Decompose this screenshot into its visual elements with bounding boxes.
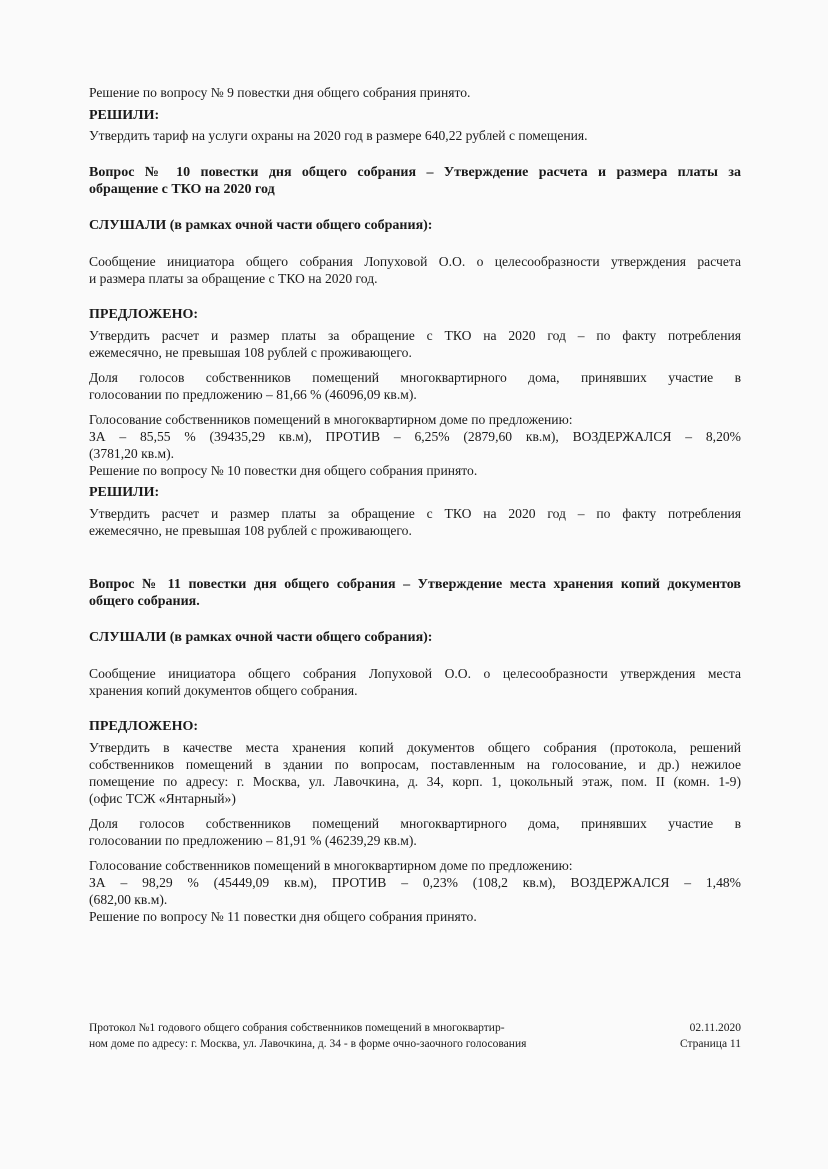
footer-page-info [680,1020,741,1052]
q10-proposed-heading: ПРЕДЛОЖЕНО: [89,307,199,322]
q11-heard-text: Сообщение инициатора общего собрания Лопуховой О.О. о целесообразности утверждения места хранения копий документов общего собрания. [89,666,741,698]
q10-decision-result: Решение по вопросу № 10 повестки дня общего собрания принято. [89,463,478,478]
q9-decision-result: Решение по вопросу № 9 повестки дня общего собрания принято. [89,85,471,100]
q11-decision-result: Решение по вопросу № 11 повестки дня общего собрания принято. [89,909,477,924]
q10-heard-heading: СЛУШАЛИ (в рамках очной части общего собрания): [89,218,433,233]
q10-vote-share: Доля голосов собственников помещений многоквартирного дома, принявших участие в голосовании по предложению – 81,66 % (46096,09 кв.м). [89,370,741,402]
q10-resolved-heading: РЕШИЛИ: [89,485,160,500]
q11-proposed-text: Утвердить в качестве места хранения копий документов общего собрания (протокола, решений собственников помещений в здании по вопросам, поставленным на голосование, и др.) нежилое помещение по адресу: г. Москва, ул. Лавочкина, д. 34, корп. 1, цокольный этаж, пом. II (комн. 1-9) (офис ТСЖ «Янтарный») [89,740,741,806]
document-body [89,84,741,925]
q10-vote-results: Голосование собственников помещений в многоквартирном доме по предложению: ЗА – 85,55 % (39435,29 кв.м), ПРОТИВ – 6,25% (2879,60 кв.м), ВОЗДЕРЖАЛСЯ – 8,20% (3781,20 кв.м). Решение по вопросу № 10 повестки дня общего собрания принято. [89,412,741,478]
q10-title: Вопрос № 10 повестки дня общего собрания – Утверждение расчета и размера платы за обращение с ТКО на 2020 год [89,165,741,197]
footer-protocol-info: Протокол №1 годового общего собрания собственников помещений в многоквартир- ном доме по адресу: г. Москва, ул. Лавочкина, д. 34 - в форме очно-заочного голосования [89,1022,527,1050]
q11-vote-results: Голосование собственников помещений в многоквартирном доме по предложению: ЗА – 98,29 % (45449,09 кв.м), ПРОТИВ – 0,23% (108,2 кв.м), ВОЗДЕРЖАЛСЯ – 1,48% (682,00 кв.м). Решение по вопросу № 11 повестки дня общего собрания принято. [89,858,741,924]
q10-resolved-text: Утвердить расчет и размер платы за обращение с ТКО на 2020 год – по факту потребления ежемесячно, не превышая 108 рублей с проживающего. [89,506,741,538]
q11-proposed-heading: ПРЕДЛОЖЕНО: [89,719,199,734]
q10-heard-text: Сообщение инициатора общего собрания Лопуховой О.О. о целесообразности утверждения расчета и размера платы за обращение с ТКО на 2020 год. [89,254,741,286]
q11-heard-heading: СЛУШАЛИ (в рамках очной части общего собрания): [89,630,433,645]
q10-proposed-text: Утвердить расчет и размер платы за обращение с ТКО на 2020 год – по факту потребления ежемесячно, не превышая 108 рублей с проживающего. [89,328,741,360]
q9-resolved-heading: РЕШИЛИ: [89,108,160,123]
page-footer [89,1020,741,1052]
q11-title: Вопрос № 11 повестки дня общего собрания – Утверждение места хранения копий документов общего собрания. [89,577,741,609]
q11-vote-share: Доля голосов собственников помещений многоквартирного дома, принявших участие в голосовании по предложению – 81,91 % (46239,29 кв.м). [89,816,741,848]
footer-page-number: Страница 11 [679,1038,741,1050]
footer-date: 02.11.2020 [689,1022,741,1034]
q9-resolved-text: Утвердить тариф на услуги охраны на 2020 год в размере 640,22 рублей с помещения. [89,128,588,143]
